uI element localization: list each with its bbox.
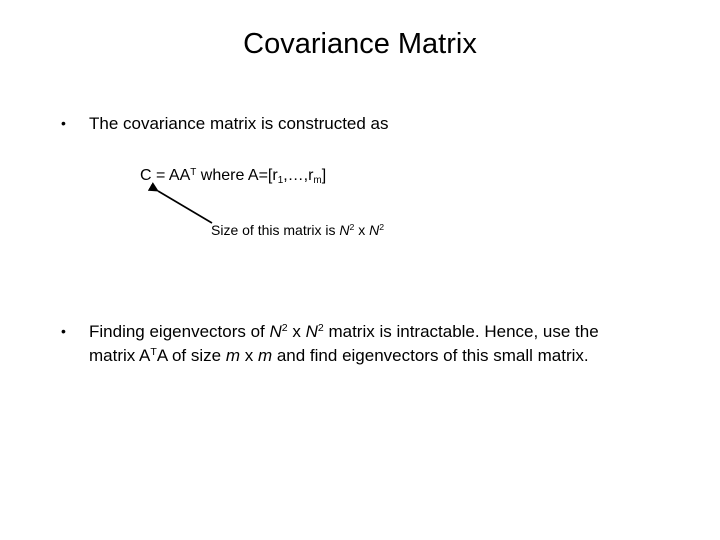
- b2-var-1: N: [269, 322, 282, 341]
- b2-p1: Finding eigenvectors of: [89, 322, 270, 341]
- b2-l2-p1: matrix A: [89, 346, 151, 365]
- annotation-arrow: [150, 186, 216, 226]
- covariance-formula: [140, 165, 326, 187]
- formula-sub-last: m: [313, 175, 322, 187]
- formula-transpose: T: [190, 166, 197, 178]
- b2-p2: matrix is intractable. Hence, use the: [323, 322, 599, 341]
- note-prefix: Size of this matrix is: [211, 222, 340, 238]
- bullet-2-line-2: [89, 345, 589, 367]
- b2-m-1: m: [225, 346, 240, 365]
- b2-x-2: x: [240, 346, 258, 365]
- formula-middle: where A=[r: [196, 167, 278, 184]
- b2-var-2: N: [305, 322, 318, 341]
- b2-x-1: x: [287, 322, 306, 341]
- b2-exp-2: 2: [317, 322, 324, 335]
- formula-close: ]: [321, 167, 327, 184]
- bullet-1-text: The covariance matrix is constructed as: [89, 114, 389, 133]
- bullet-marker: •: [61, 115, 66, 131]
- note-times: x: [354, 222, 370, 238]
- slide-title: Covariance Matrix: [243, 28, 477, 60]
- note-var-1: N: [339, 222, 350, 238]
- b2-l2-sup: T: [150, 346, 157, 359]
- note-var-2: N: [369, 222, 380, 238]
- b2-exp-1: 2: [281, 322, 288, 335]
- note-exp-1: 2: [349, 222, 355, 233]
- note-exp-2: 2: [379, 222, 385, 233]
- b2-m-2: m: [257, 346, 273, 365]
- bullet-2-line-1: [89, 321, 599, 343]
- formula-sub-first: 1: [277, 175, 284, 187]
- b2-l2-p3: and find eigenvectors of this small matrix.: [272, 346, 589, 365]
- bullet-marker: •: [61, 323, 66, 339]
- b2-l2-p2: A of size: [156, 346, 226, 365]
- formula-sep: ,…,r: [283, 167, 314, 184]
- formula-lhs: C = AA: [140, 167, 191, 184]
- matrix-size-note: [211, 220, 384, 240]
